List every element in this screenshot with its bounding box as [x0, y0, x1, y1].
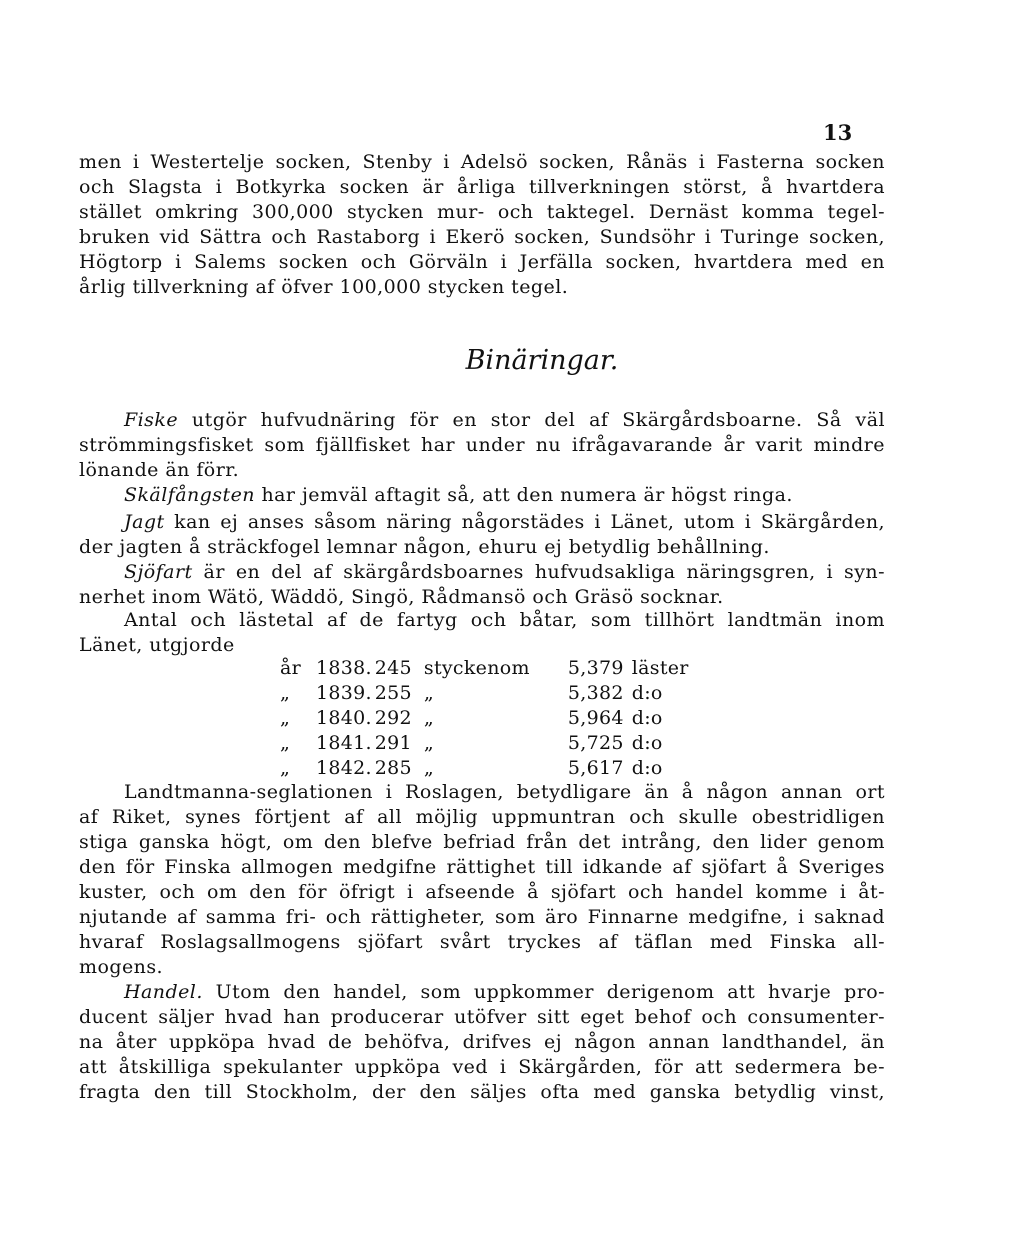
- text-line: årlig tillverkning af öfver 100,000 stycken tegel.: [79, 276, 569, 298]
- table-value: 5,382: [567, 681, 624, 704]
- table-prefix: „: [280, 681, 291, 704]
- text-run: utgör hufvudnäring för en stor del af Skärgårdsboarne. Så väl: [178, 409, 885, 431]
- table-prefix: „: [280, 731, 291, 754]
- text-line: hvaraf Roslagsallmogens sjöfart svårt tryckes af täflan med Finska all-: [79, 931, 885, 953]
- table-value: 5,725: [567, 731, 624, 754]
- text-line: Antal och lästetal af de fartyg och båtar, som tillhört landtmän inom: [124, 609, 885, 631]
- text-line: lönande än förr.: [79, 459, 240, 481]
- text-line: nerhet inom Wätö, Wäddö, Singö, Rådmansö och Gräsö socknar.: [79, 586, 724, 608]
- text-line: ducent säljer hvad han producerar utöfver sitt eget behof och consumenter-: [79, 1006, 885, 1028]
- table-row: [280, 680, 689, 705]
- table-year: 1840.: [316, 706, 372, 729]
- table-count: 291: [374, 731, 412, 754]
- section-heading: Binäringar.: [465, 345, 619, 376]
- table-unit: stycken: [423, 656, 500, 679]
- table-row: [280, 730, 689, 755]
- paragraph-fiske: [79, 408, 885, 483]
- page-number: 13: [823, 120, 853, 145]
- paragraph-antal: [79, 608, 885, 658]
- paragraph-sjofart: [79, 560, 885, 610]
- paragraph-tegelbruk: [79, 150, 885, 300]
- text-line: [79, 560, 885, 585]
- table-suffix: d:o: [631, 731, 663, 754]
- text-line: kuster, och om den för öfrigt i afseende å sjöfart och handel komme i åt-: [79, 881, 885, 903]
- text-line: [79, 483, 885, 508]
- paragraph-handel: [79, 980, 885, 1105]
- term-fiske: Fiske: [124, 409, 179, 431]
- table-count: 255: [374, 681, 412, 704]
- text-line: [79, 408, 885, 433]
- text-line: stiga ganska högt, om den blefve befriad från det intrång, den lider genom: [79, 831, 885, 853]
- text-line: [79, 510, 885, 535]
- text-run: Utom den handel, som uppkommer derigenom att hvarje pro-: [202, 981, 885, 1003]
- text-line: fragta den till Stockholm, der den säljes ofta med ganska betydlig vinst,: [79, 1081, 885, 1103]
- table-om: [500, 680, 562, 705]
- table-suffix: d:o: [631, 681, 663, 704]
- text-run: har jemväl aftagit så, att den numera är högst ringa.: [254, 484, 793, 506]
- table-row: [280, 655, 689, 680]
- table-value: 5,964: [567, 706, 624, 729]
- table-count: 292: [374, 706, 412, 729]
- text-line: att åtskilliga spekulanter uppköpa ved i Skärgården, för att sedermera be-: [79, 1056, 885, 1078]
- paragraph-jagt: [79, 510, 885, 560]
- text-line: Landtmanna-seglationen i Roslagen, betydligare än å någon annan ort: [124, 781, 885, 803]
- term-sjofart: Sjöfart: [124, 561, 193, 583]
- vessel-table: [280, 655, 689, 780]
- table-year: 1842.: [316, 756, 372, 779]
- table-om: [500, 705, 562, 730]
- table-unit: „: [423, 706, 435, 729]
- text-line: Länet, utgjorde: [79, 634, 235, 656]
- paragraph-skalfangst: [79, 483, 885, 508]
- table-om: om: [499, 656, 530, 679]
- table-count: 285: [374, 756, 412, 779]
- text-line: strömmingsfisket som fjällfisket har under nu ifrågavarande år varit mindre: [79, 434, 885, 456]
- table-year: 1839.: [316, 681, 372, 704]
- table-year: 1838.: [316, 656, 372, 679]
- text-line: och Slagsta i Botkyrka socken är årliga tillverkningen störst, å hvartdera: [79, 176, 885, 198]
- text-run: kan ej anses såsom näring någorstädes i Länet, utom i Skärgården,: [164, 511, 885, 533]
- table-unit: „: [423, 756, 435, 779]
- table-unit: „: [423, 681, 435, 704]
- table-prefix: år: [280, 656, 302, 679]
- text-line: mogens.: [79, 956, 164, 978]
- table-prefix: „: [280, 756, 291, 779]
- text-line: Högtorp i Salems socken och Görväln i Jerfälla socken, hvartdera med en: [79, 251, 885, 273]
- table-value: 5,617: [567, 756, 624, 779]
- text-line: stället omkring 300,000 stycken mur- och taktegel. Dernäst komma tegel-: [79, 201, 885, 223]
- table-om: [500, 730, 562, 755]
- table-om: [500, 755, 562, 780]
- table-count: 245: [374, 656, 412, 679]
- text-line: [79, 980, 885, 1005]
- table-row: [280, 705, 689, 730]
- table-suffix: läster: [631, 656, 689, 679]
- text-line: bruken vid Sättra och Rastaborg i Ekerö socken, Sundsöhr i Turinge socken,: [79, 226, 885, 248]
- text-line: af Riket, synes förtjent af all möjlig uppmuntran och skulle obestridligen: [79, 806, 885, 828]
- table-year: 1841.: [316, 731, 372, 754]
- text-line: na åter uppköpa hvad de behöfva, drifves ej någon annan landthandel, än: [79, 1031, 885, 1053]
- table-unit: „: [423, 731, 435, 754]
- term-jagt: Jagt: [124, 511, 165, 533]
- text-run: är en del af skärgårdsboarnes hufvudsakliga näringsgren, i syn-: [192, 561, 885, 583]
- term-handel: Handel.: [124, 981, 203, 1003]
- text-line: den för Finska allmogen medgifne rättighet till idkande af sjöfart å Sveriges: [79, 856, 885, 878]
- paragraph-landtmanna: [79, 780, 885, 980]
- table-prefix: „: [280, 706, 291, 729]
- text-line: men i Westertelje socken, Stenby i Adelsö socken, Rånäs i Fasterna socken: [79, 151, 885, 173]
- term-skalfangsten: Skälfångsten: [124, 484, 255, 506]
- table-row: [280, 755, 689, 780]
- text-line: njutande af samma fri- och rättigheter, som äro Finnarne medgifne, i saknad: [79, 906, 885, 928]
- table-suffix: d:o: [631, 706, 663, 729]
- table-value: 5,379: [567, 656, 624, 679]
- table-suffix: d:o: [631, 756, 663, 779]
- text-line: der jagten å sträckfogel lemnar någon, ehuru ej betydlig behållning.: [79, 536, 770, 558]
